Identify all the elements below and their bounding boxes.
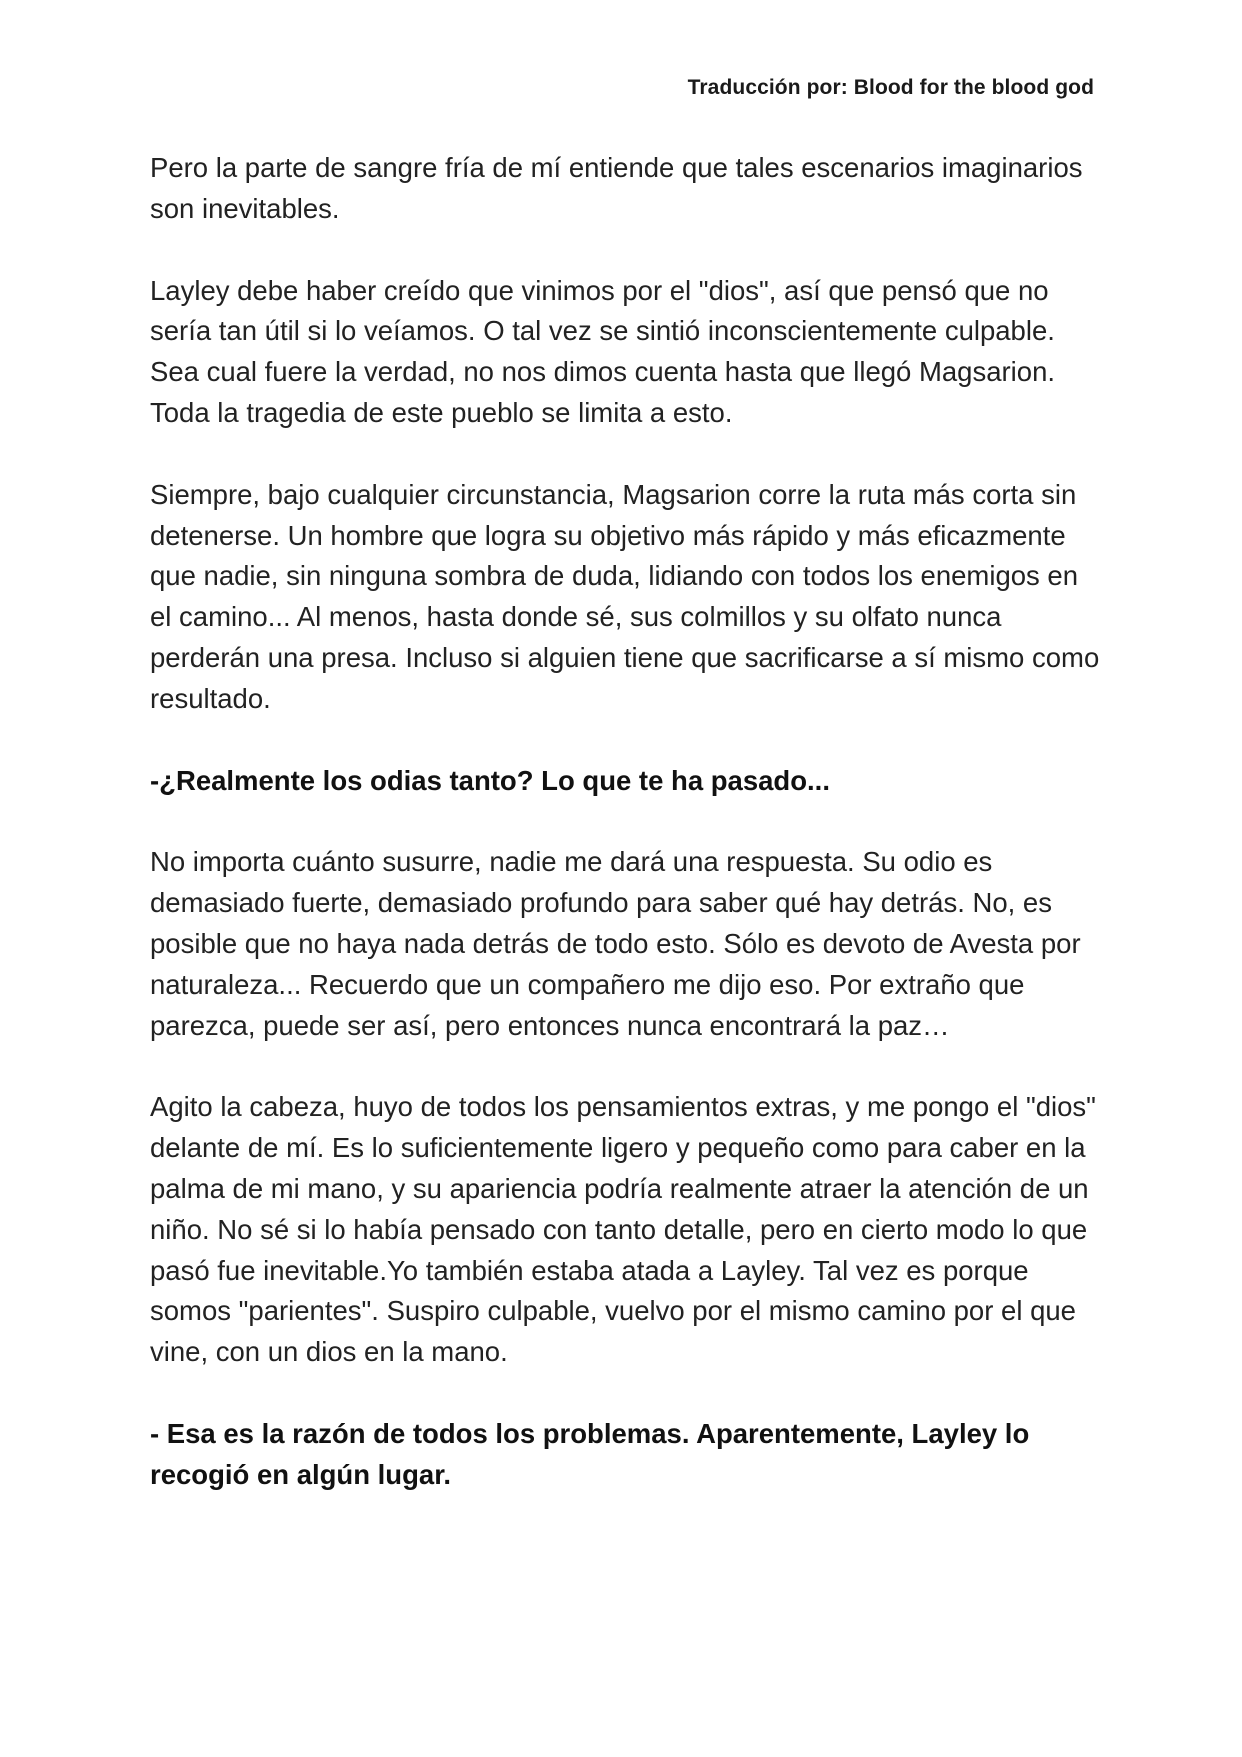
paragraph-3: Siempre, bajo cualquier circunstancia, Magsarion corre la ruta más corta sin detenerse. Un hombre que logra su objetivo más rápido y más eficazmente que nadie, sin ninguna sombra de duda, lidiando con todos los enemigos en el camino... Al menos, hasta donde sé, sus colmillos y su olfato nunca perderán una presa. Incluso si alguien tiene que sacrificarse a sí mismo como resultado. (150, 478, 1100, 714)
dialogue-line-2: - Esa es la razón de todos los problemas. Aparentemente, Layley lo recogió en algún lugar. (150, 1417, 1030, 1490)
document-body (150, 148, 1100, 1537)
dialogue-line-1: -¿Realmente los odias tanto? Lo que te ha pasado... (150, 764, 830, 796)
paragraph-1: Pero la parte de sangre fría de mí entiende que tales escenarios imaginarios son inevitables. (150, 152, 1083, 224)
translation-credit: Traducción por: Blood for the blood god (687, 76, 1094, 99)
paragraph-2: Layley debe haber creído que vinimos por el "dios", así que pensó que no sería tan útil si lo veíamos. O tal vez se sintió inconscientemente culpable. Sea cual fuere la verdad, no nos dimos cuenta hasta que llegó Magsarion. Toda la tragedia de este pueblo se limita a esto. (150, 274, 1056, 428)
paragraph-5: No importa cuánto susurre, nadie me dará una respuesta. Su odio es demasiado fuerte, demasiado profundo para saber qué hay detrás. No, es posible que no haya nada detrás de todo esto. Sólo es devoto de Avesta por naturaleza... Recuerdo que un compañero me dijo eso. Por extraño que parezca, puede ser así, pero entonces nunca encontrará la paz… (150, 846, 1081, 1041)
paragraph-6: Agito la cabeza, huyo de todos los pensamientos extras, y me pongo el "dios" delante de mí. Es lo suficientemente ligero y pequeño como para caber en la palma de mi mano, y su apariencia podría realmente atraer la atención de un niño. No sé si lo había pensado con tanto detalle, pero en cierto modo lo que pasó fue inevitable.Yo también estaba atada a Layley. Tal vez es porque somos "parientes". Suspiro culpable, vuelvo por el mismo camino por el que vine, con un dios en la mano. (150, 1091, 1096, 1368)
